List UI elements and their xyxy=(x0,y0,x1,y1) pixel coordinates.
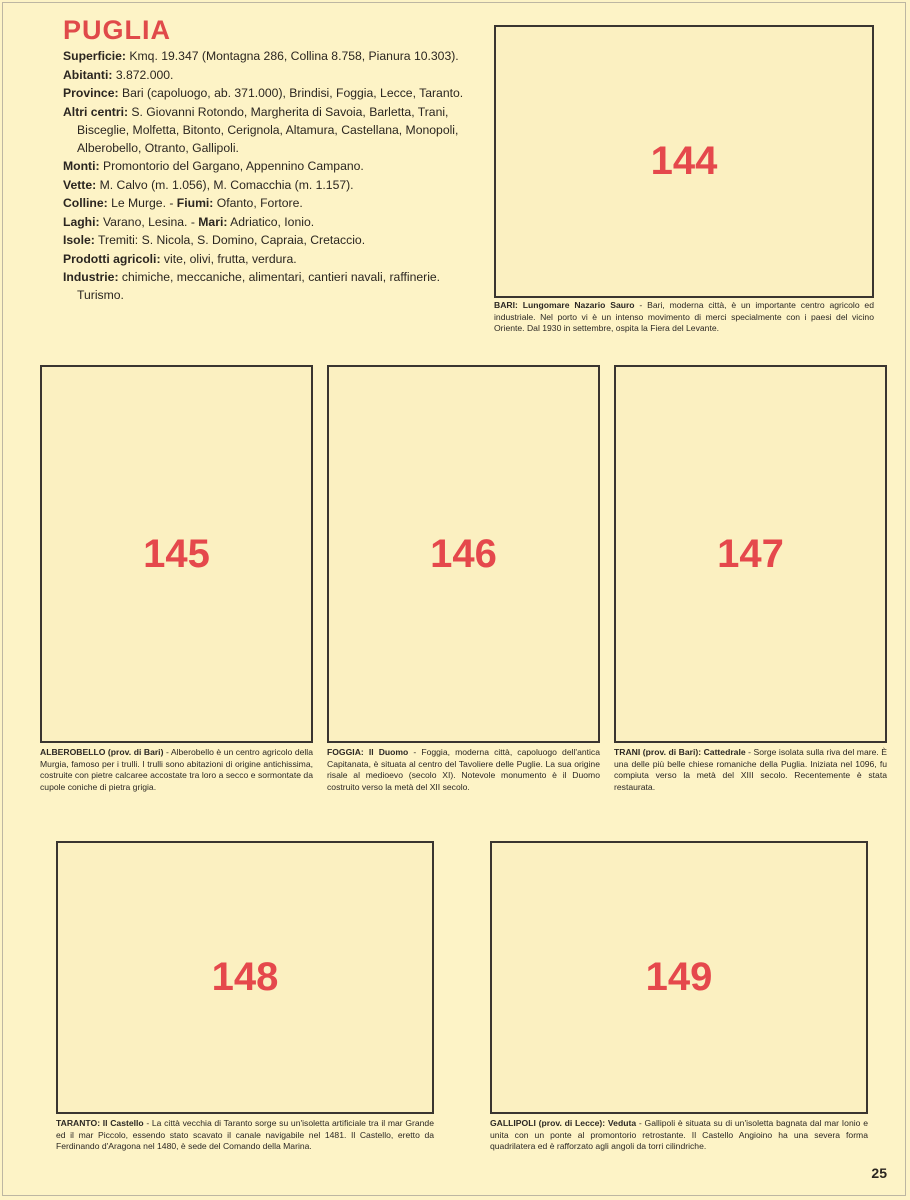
isole-value: Tremiti: S. Nicola, S. Domino, Capraia, Cretaccio. xyxy=(98,233,366,247)
laghi-label: Laghi: xyxy=(63,214,100,229)
prodotti-value: vite, olivi, frutta, verdura. xyxy=(163,251,297,266)
sticker-caption-148 xyxy=(56,1118,434,1153)
album-page xyxy=(2,2,906,1196)
separator: - xyxy=(169,196,177,210)
info-altri-centri xyxy=(63,103,478,157)
sticker-caption-144 xyxy=(494,300,874,335)
sticker-number: 145 xyxy=(143,531,210,576)
monti-label: Monti: xyxy=(63,159,100,173)
caption-title: TRANI (prov. di Bari): Cattedrale xyxy=(614,747,746,757)
industrie-label: Industrie: xyxy=(63,270,119,284)
sticker-slot-144[interactable] xyxy=(494,25,874,298)
province-label: Province: xyxy=(63,86,119,100)
altri-label: Altri centri: xyxy=(63,104,129,119)
altri-value: S. Giovanni Rotondo, Margherita di Savoia, Barletta, Trani, Bisceglie, Molfetta, Bitonto, Cerignola, Altamura, Castellana, Monopoli, Alberobello, Otranto, Gallipoli. xyxy=(77,104,459,155)
caption-text: - Bari, moderna città, è un importante centro agricolo ed industriale. Nel porto vi è un intenso movimento di merci specialmente con i paesi del vicino Oriente. Dal 1930 in settembre, ospita la Fiera del Levante. xyxy=(494,300,874,334)
superficie-label: Superficie: xyxy=(63,49,126,63)
mari-label: Mari: xyxy=(198,214,228,229)
sticker-caption-149 xyxy=(490,1118,868,1153)
region-title: PUGLIA xyxy=(63,15,172,45)
separator: - xyxy=(190,214,199,229)
caption-title: FOGGIA: Il Duomo xyxy=(327,747,409,757)
province-value: Bari (capoluogo, ab. 371.000), Brindisi, Foggia, Lecce, Taranto. xyxy=(121,86,464,100)
info-monti xyxy=(63,157,478,175)
caption-title: BARI: Lungomare Nazario Sauro xyxy=(494,300,635,310)
abitanti-label: Abitanti: xyxy=(63,67,113,82)
info-laghi-mari xyxy=(63,213,478,231)
sticker-number: 149 xyxy=(645,955,713,999)
caption-text: - Alberobello è un centro agricolo della Murgia, famoso per i trulli. I trulli sono abitazioni di origine antichissima, costruite con pietre calcaree accostate tra loro a secco e sormontate da cupole coniche di pietra grigia. xyxy=(40,747,313,792)
sticker-slot-146[interactable] xyxy=(327,365,600,743)
sticker-number: 144 xyxy=(650,139,718,183)
caption-text: - Gallipoli è situata su di un'isoletta bagnata dal mar Ionio e unita con un ponte al promontorio retrostante. Il Castello Angioino ha una severa forma quadrilatera ed è rafforzato agli angoli da torri cilindriche. xyxy=(490,1118,868,1152)
abitanti-value: 3.872.000. xyxy=(115,67,174,82)
caption-title: TARANTO: Il Castello xyxy=(56,1118,144,1128)
page-number: 25 xyxy=(871,1165,887,1181)
sticker-number: 147 xyxy=(717,531,784,576)
sticker-slot-147[interactable] xyxy=(614,365,887,743)
colline-label: Colline: xyxy=(63,196,108,210)
info-province xyxy=(63,84,478,102)
isole-label: Isole: xyxy=(63,233,95,247)
sticker-slot-149[interactable] xyxy=(490,841,868,1114)
caption-title: ALBEROBELLO (prov. di Bari) xyxy=(40,747,164,757)
fiumi-value: Ofanto, Fortore. xyxy=(216,196,303,210)
caption-text: - Sorge isolata sulla riva del mare. È una delle più belle chiese romaniche della Puglia. Iniziata nel 1096, fu compiuta verso la metà del XIII secolo. Recentemente è stata restaurata. xyxy=(614,747,887,792)
vette-value: M. Calvo (m. 1.056), M. Comacchia (m. 1.157). xyxy=(99,177,354,192)
vette-label: Vette: xyxy=(63,177,97,192)
sticker-caption-145 xyxy=(40,747,313,793)
info-isole xyxy=(63,231,478,249)
prodotti-label: Prodotti agricoli: xyxy=(63,251,161,266)
caption-title: GALLIPOLI (prov. di Lecce): Veduta xyxy=(490,1118,637,1128)
info-industrie xyxy=(63,268,478,304)
info-superficie xyxy=(63,47,478,65)
info-colline-fiumi xyxy=(63,194,478,212)
sticker-number: 146 xyxy=(430,531,497,576)
industrie-value: chimiche, meccaniche, alimentari, cantieri navali, raffinerie. Turismo. xyxy=(77,270,441,302)
region-info xyxy=(63,47,478,305)
caption-text: - La città vecchia di Taranto sorge su un'isoletta artificiale tra il mar Grande ed il mar Piccolo, essendo stato scavato il canale navigabile nel 1481. Il Castello, eretto da Ferdinando d'Aragona nel 1480, è sede del Comando della Marina. xyxy=(56,1118,434,1152)
caption-text: - Foggia, moderna città, capoluogo dell'antica Capitanata, è situata al centro del Tavoliere delle Puglie. La sua origine risale al medioevo (secolo XI). Notevole monumento è il Duomo costruito verso la metà del XII secolo. xyxy=(327,747,600,792)
monti-value: Promontorio del Gargano, Appennino Campano. xyxy=(102,159,364,173)
info-vette xyxy=(63,176,478,194)
colline-value: Le Murge. xyxy=(111,196,166,210)
mari-value: Adriatico, Ionio. xyxy=(230,214,315,229)
sticker-number: 148 xyxy=(211,955,279,999)
superficie-value: Kmq. 19.347 (Montagna 286, Collina 8.758, Pianura 10.303). xyxy=(129,49,459,63)
fiumi-label: Fiumi: xyxy=(176,196,214,210)
sticker-caption-147 xyxy=(614,747,887,793)
info-abitanti xyxy=(63,66,478,84)
sticker-caption-146 xyxy=(327,747,600,793)
laghi-value: Varano, Lesina. xyxy=(102,214,188,229)
info-prodotti xyxy=(63,250,478,268)
sticker-slot-145[interactable] xyxy=(40,365,313,743)
sticker-slot-148[interactable] xyxy=(56,841,434,1114)
